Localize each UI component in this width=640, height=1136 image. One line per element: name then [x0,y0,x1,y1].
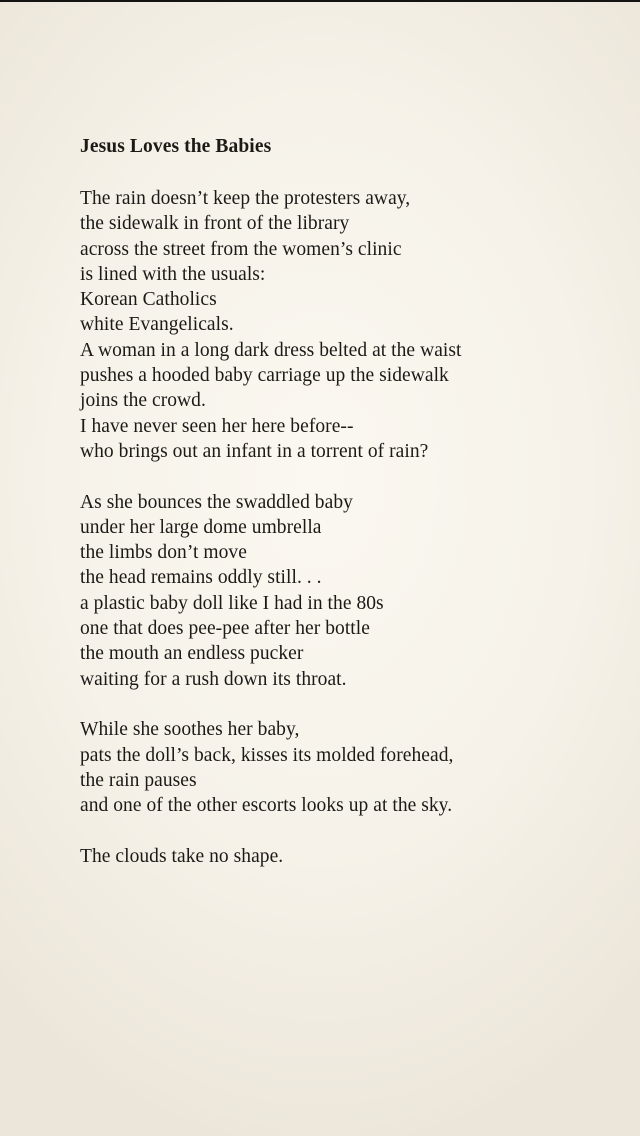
poem-line: the limbs don’t move [80,542,247,564]
stanza-4 [80,844,600,869]
poem-line: the sidewalk in front of the library [80,213,350,235]
stanza-3 [80,717,600,818]
poem-line: the mouth an endless pucker [80,643,304,665]
poem-line: waiting for a rush down its throat. [80,668,347,690]
poem-line: The clouds take no shape. [80,845,284,867]
poem-line: As she bounces the swaddled baby [80,491,353,513]
poem-title: Jesus Loves the Babies [80,136,272,157]
poem-line: one that does pee-pee after her bottle [80,618,370,640]
stanza-1 [80,186,600,464]
poem-line: is lined with the usuals: [80,263,266,285]
poem-line: white Evangelicals. [80,314,234,336]
poem-line: a plastic baby doll like I had in the 80s [80,592,384,614]
poem-line: joins the crowd. [80,390,206,412]
poem-line: I have never seen her here before-- [80,415,354,437]
poem-line: The rain doesn’t keep the protesters away, [80,188,411,209]
poem-line: A woman in a long dark dress belted at the waist [80,339,462,361]
poem-line: and one of the other escorts looks up at the sky. [80,795,453,817]
poem-line: pushes a hooded baby carriage up the sidewalk [80,365,449,387]
poem-line: While she soothes her baby, [80,719,300,741]
poem-line: the rain pauses [80,769,197,791]
poem-line: Korean Catholics [80,289,217,311]
poem [80,133,600,869]
poem-line: across the street from the women’s clinic [80,238,402,260]
poem-line: the head remains oddly still. . . [80,567,322,589]
poem-line: who brings out an infant in a torrent of rain? [80,440,429,462]
poem-line: pats the doll’s back, kisses its molded forehead, [80,744,454,766]
stanza-2 [80,490,600,692]
poem-line: under her large dome umbrella [80,516,322,538]
